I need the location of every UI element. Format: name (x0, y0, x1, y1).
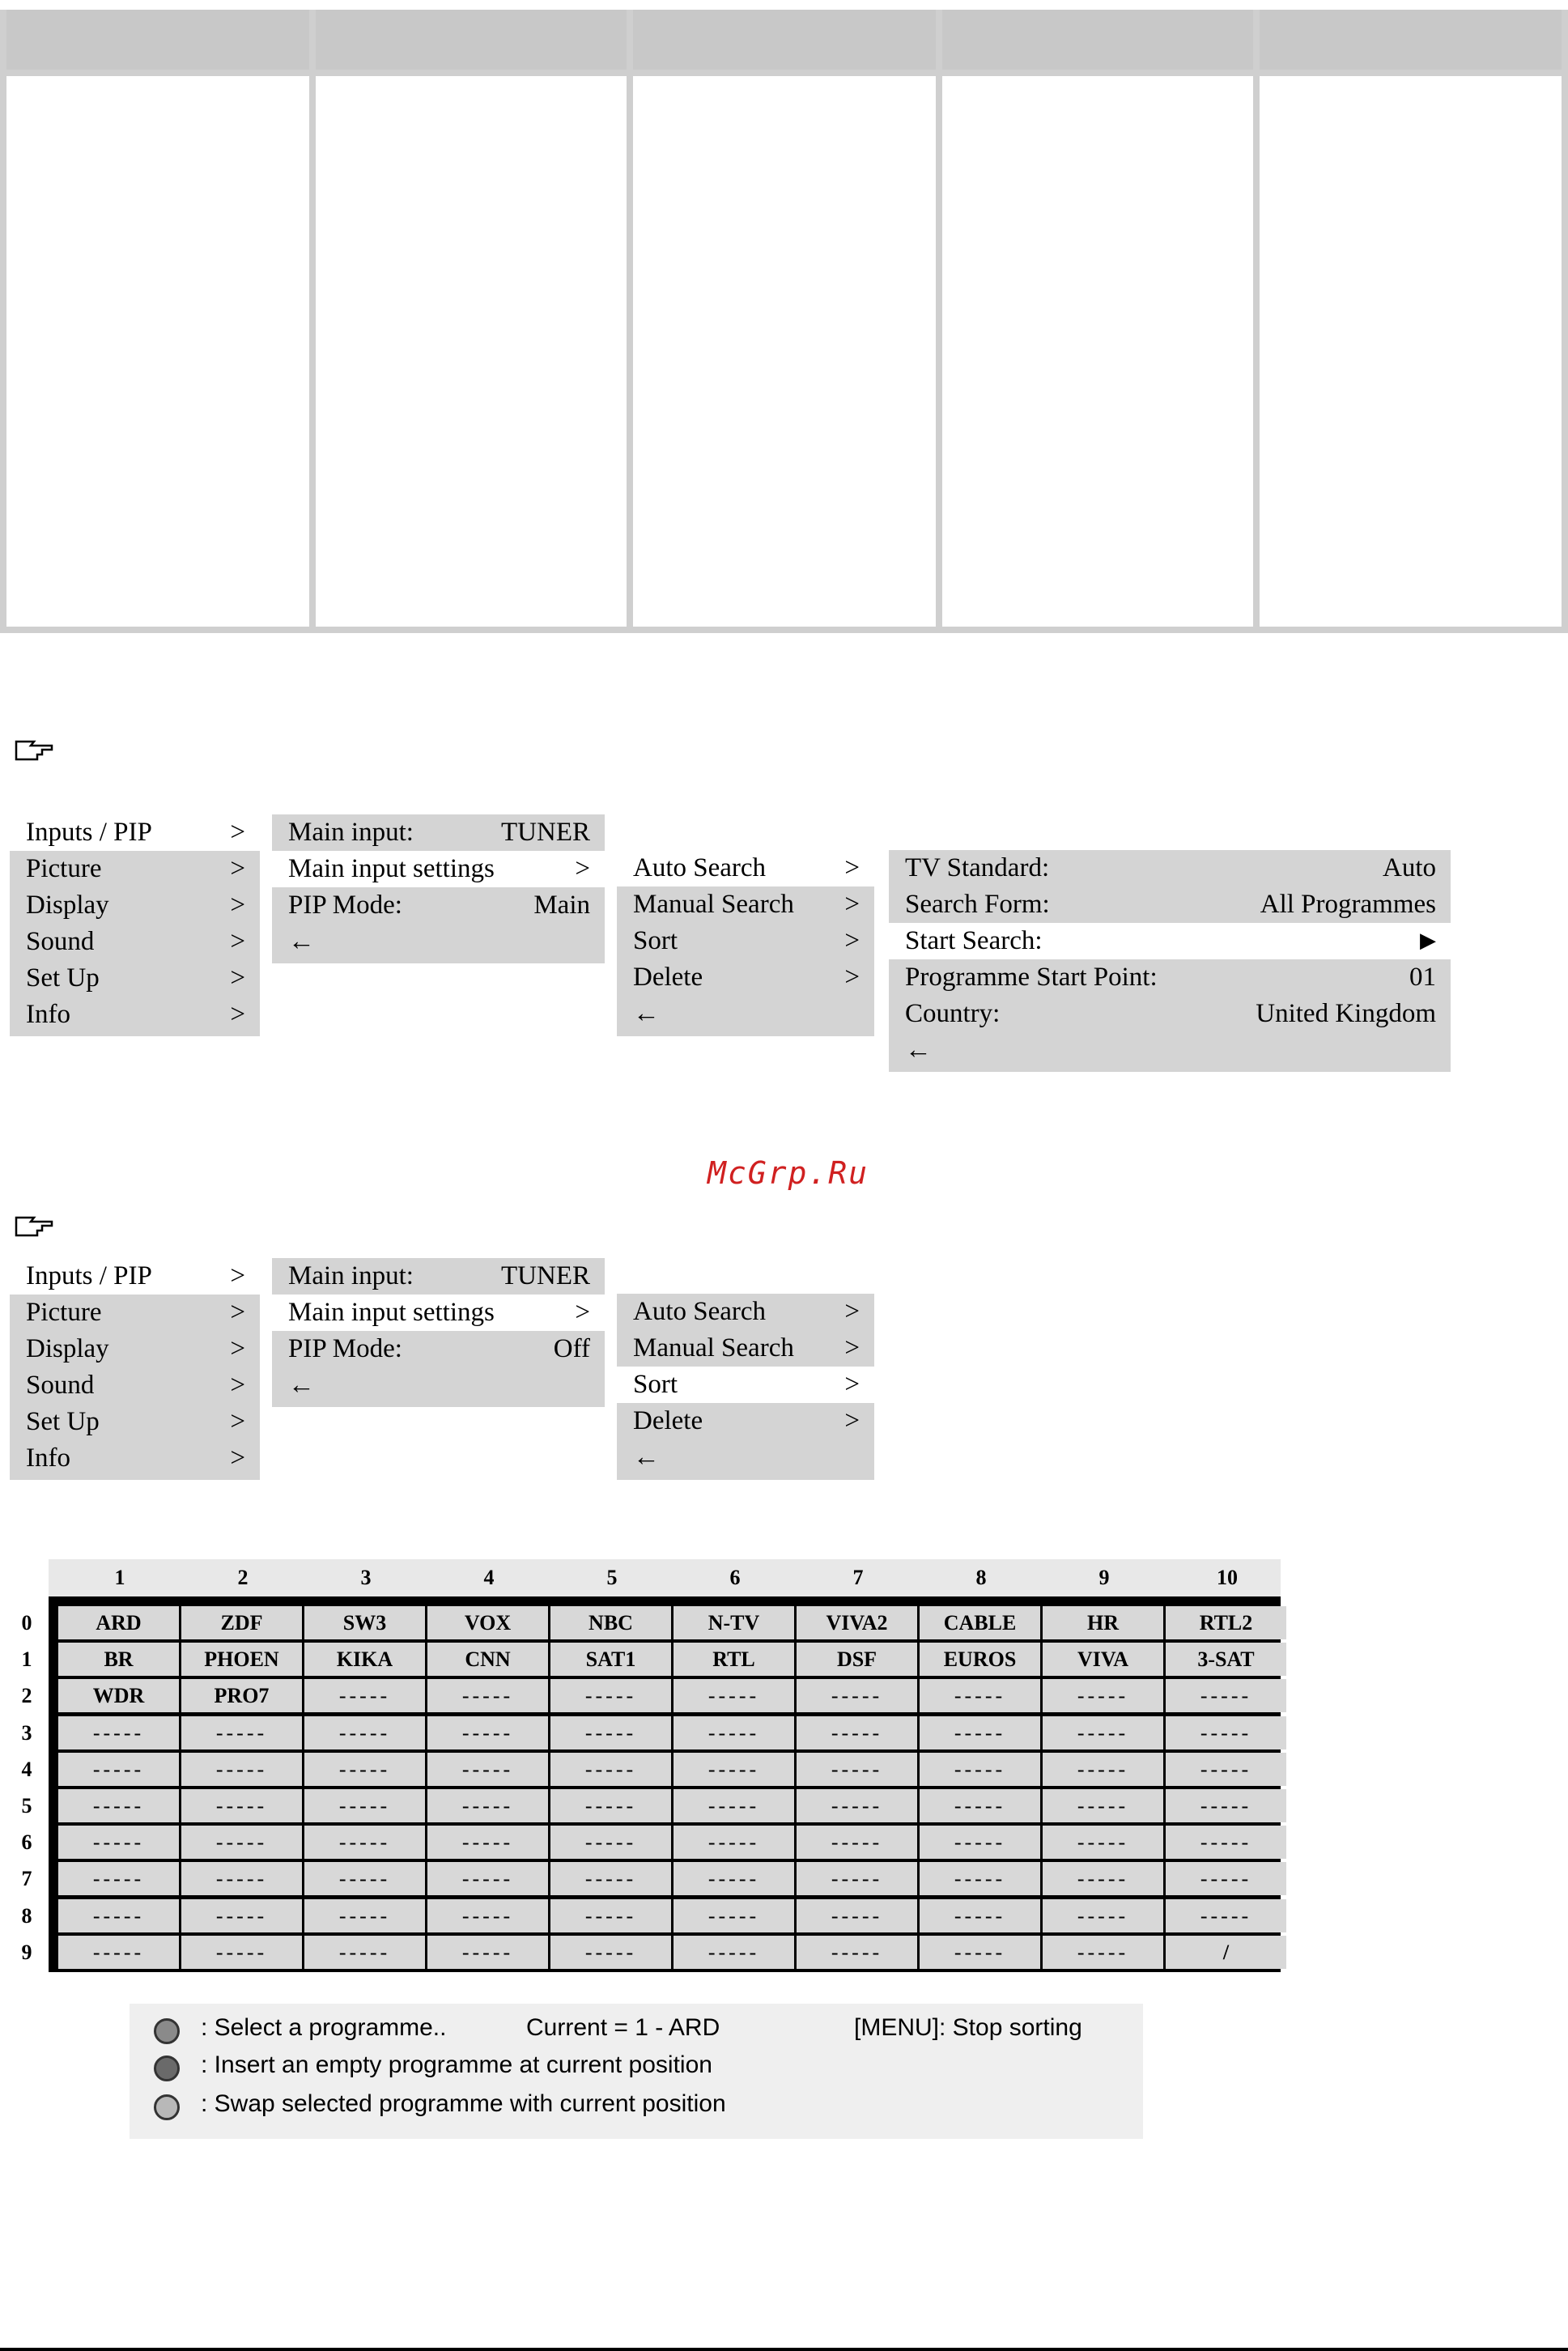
programme-cell[interactable]: ----- (674, 1753, 794, 1786)
pointing-hand-icon (13, 737, 55, 763)
programme-cell[interactable]: ----- (58, 1753, 179, 1786)
programme-cell[interactable]: ----- (550, 1899, 671, 1932)
programme-cell[interactable]: ----- (797, 1936, 917, 1969)
menu-item-display[interactable]: Display > (26, 891, 245, 920)
programme-cell[interactable]: ----- (181, 1826, 302, 1859)
programme-cell[interactable]: ----- (674, 1679, 794, 1712)
programme-cell[interactable]: ----- (58, 1789, 179, 1822)
programme-cell[interactable]: ----- (58, 1899, 179, 1932)
programme-cell[interactable]: N-TV (674, 1606, 794, 1639)
table-cell (316, 76, 627, 627)
menu-item-display[interactable]: Display > (26, 1334, 245, 1363)
programme-cell[interactable]: ----- (797, 1753, 917, 1786)
programme-cell[interactable]: SAT1 (550, 1643, 671, 1676)
row-number: 8 (21, 1903, 32, 1928)
programme-cell[interactable]: ----- (1166, 1679, 1286, 1712)
programme-cell[interactable]: ----- (181, 1862, 302, 1895)
programme-cell[interactable]: CNN (427, 1643, 548, 1676)
play-icon: ▶ (1420, 929, 1436, 953)
menu-item-back[interactable]: ← (633, 999, 660, 1028)
programme-cell[interactable]: ----- (427, 1936, 548, 1969)
column-number: 8 (975, 1566, 987, 1589)
programme-cell[interactable]: ZDF (181, 1606, 302, 1639)
programme-cell[interactable]: ----- (304, 1862, 425, 1895)
menu-item-sound[interactable]: Sound > (26, 1371, 245, 1400)
programme-cell[interactable]: ----- (674, 1716, 794, 1749)
programme-cell[interactable]: ----- (920, 1826, 1040, 1859)
menu-item-country[interactable]: Country: United Kingdom (905, 999, 1436, 1028)
menu-item-programme-start-point[interactable]: Programme Start Point: 01 (905, 963, 1436, 992)
legend-swap: : Swap selected programme with current position (201, 2090, 726, 2117)
watermark: McGrp.Ru (708, 1155, 869, 1191)
programme-cell[interactable]: ----- (1043, 1862, 1163, 1895)
column-number: 5 (606, 1566, 618, 1589)
column-number: 1 (114, 1566, 125, 1589)
programme-cell[interactable]: ----- (58, 1826, 179, 1859)
column-number: 2 (237, 1566, 249, 1589)
menu-item-back[interactable]: ← (905, 1035, 932, 1065)
programme-cell[interactable]: HR (1043, 1606, 1163, 1639)
programme-cell[interactable]: ----- (427, 1789, 548, 1822)
programme-cell[interactable]: EUROS (920, 1643, 1040, 1676)
table-cell (942, 76, 1253, 627)
input-menu (272, 1258, 605, 1407)
current-programme: Current = 1 - ARD (526, 2014, 720, 2041)
programme-cell[interactable]: ----- (797, 1826, 917, 1859)
row-number: 2 (21, 1684, 32, 1708)
programme-cell[interactable]: ----- (427, 1899, 548, 1932)
programme-cell[interactable]: ----- (920, 1753, 1040, 1786)
programme-cell[interactable]: ----- (181, 1899, 302, 1932)
programme-cell[interactable]: ----- (674, 1862, 794, 1895)
programme-cell[interactable]: ----- (550, 1826, 671, 1859)
programme-cell[interactable]: ----- (550, 1753, 671, 1786)
main-menu (10, 814, 260, 1036)
programme-cell[interactable]: ----- (1043, 1789, 1163, 1822)
programme-cell[interactable]: ----- (1166, 1862, 1286, 1895)
menu-item-back[interactable]: ← (288, 1371, 315, 1400)
column-number: 4 (483, 1566, 495, 1589)
programme-cell[interactable]: ----- (550, 1862, 671, 1895)
programme-cell[interactable]: VIVA2 (797, 1606, 917, 1639)
menu-item-inputs-pip[interactable]: Inputs / PIP > (10, 814, 260, 851)
red-button-icon (154, 2018, 180, 2044)
main-menu (10, 1258, 260, 1480)
programme-cell[interactable]: ----- (1043, 1936, 1163, 1969)
menu-item-back[interactable]: ← (633, 1443, 660, 1472)
menu-item-pip-mode[interactable]: PIP Mode: Main (288, 891, 590, 920)
programme-cell[interactable]: ----- (674, 1899, 794, 1932)
programme-grid (49, 1596, 1281, 1972)
row-number: 9 (21, 1940, 32, 1964)
menu-stop-hint: [MENU]: Stop sorting (854, 2014, 1082, 2041)
row-number: 7 (21, 1867, 32, 1891)
programme-cell[interactable]: KIKA (304, 1643, 425, 1676)
menu-item-set-up[interactable]: Set Up > (26, 963, 245, 993)
table-header-cell (633, 10, 936, 70)
row-number: 1 (21, 1647, 32, 1672)
page-bottom-rule (0, 2348, 1568, 2351)
programme-cell[interactable]: ----- (1043, 1826, 1163, 1859)
programme-cell[interactable]: ----- (427, 1862, 548, 1895)
menu-item-sort[interactable]: Sort > (633, 926, 860, 955)
programme-cell[interactable]: ----- (1166, 1826, 1286, 1859)
programme-cell[interactable]: ----- (1166, 1789, 1286, 1822)
programme-cell[interactable]: ----- (797, 1789, 917, 1822)
table-header-cell (316, 10, 627, 70)
row-number: 6 (21, 1830, 32, 1855)
menu-item-set-up[interactable]: Set Up > (26, 1407, 245, 1436)
settings-menu (617, 1294, 874, 1480)
programme-cell[interactable]: WDR (58, 1679, 179, 1712)
menu-item-auto-search[interactable]: Auto Search > (633, 1297, 860, 1326)
programme-cell[interactable]: ----- (920, 1936, 1040, 1969)
grid-column-header (49, 1559, 1281, 1596)
programme-cell[interactable]: ----- (550, 1936, 671, 1969)
table-header-cell (6, 10, 309, 70)
programme-cell[interactable]: ----- (797, 1899, 917, 1932)
menu-item-picture[interactable]: Picture > (26, 854, 245, 883)
header-table (0, 10, 1568, 633)
column-number: 9 (1098, 1566, 1110, 1589)
programme-cell[interactable]: ----- (427, 1679, 548, 1712)
programme-cell[interactable]: NBC (550, 1606, 671, 1639)
table-header-cell (942, 10, 1253, 70)
row-number: 0 (21, 1611, 32, 1635)
column-number: 6 (729, 1566, 741, 1589)
programme-cell[interactable]: VOX (427, 1606, 548, 1639)
input-menu (272, 814, 605, 963)
programme-cell[interactable]: ----- (797, 1716, 917, 1749)
programme-cell[interactable]: ----- (1043, 1716, 1163, 1749)
menu-item-main-input[interactable]: Main input: TUNER (288, 1261, 590, 1290)
yellow-button-icon (154, 2094, 180, 2120)
programme-cell[interactable]: ----- (550, 1716, 671, 1749)
programme-cell[interactable]: ----- (1166, 1753, 1286, 1786)
programme-cell[interactable]: ----- (304, 1753, 425, 1786)
programme-cell[interactable]: BR (58, 1643, 179, 1676)
programme-cell[interactable]: ----- (427, 1826, 548, 1859)
programme-cell[interactable]: ----- (1166, 1899, 1286, 1932)
programme-cell[interactable]: ----- (1166, 1716, 1286, 1749)
programme-cell[interactable]: ----- (920, 1679, 1040, 1712)
programme-cell[interactable]: ----- (304, 1716, 425, 1749)
menu-item-back[interactable]: ← (288, 927, 315, 956)
column-number: 3 (360, 1566, 372, 1589)
table-header-cell (1260, 10, 1562, 70)
menu-item-inputs-pip[interactable]: Inputs / PIP > (10, 1258, 260, 1295)
programme-cell[interactable]: PRO7 (181, 1679, 302, 1712)
programme-cell[interactable]: ----- (1043, 1679, 1163, 1712)
programme-cell[interactable]: DSF (797, 1643, 917, 1676)
table-cell (1260, 76, 1562, 627)
menu-item-info[interactable]: Info > (26, 1443, 245, 1473)
programme-cell[interactable]: ----- (920, 1789, 1040, 1822)
row-number: 5 (21, 1794, 32, 1817)
menu-item-main-input-settings[interactable]: Main input settings > (272, 1295, 605, 1331)
menu-item-delete[interactable]: Delete > (633, 963, 860, 992)
legend-panel (130, 2004, 1143, 2139)
green-button-icon (154, 2056, 180, 2081)
programme-cell[interactable]: ----- (181, 1716, 302, 1749)
programme-cell[interactable]: RTL (674, 1643, 794, 1676)
programme-cell[interactable]: ----- (427, 1716, 548, 1749)
row-number: 4 (21, 1757, 32, 1781)
legend-insert: : Insert an empty programme at current position (201, 2051, 712, 2078)
menu-item-delete[interactable]: Delete > (633, 1406, 860, 1435)
programme-cell[interactable]: ----- (304, 1826, 425, 1859)
menu-item-main-input[interactable]: Main input: TUNER (288, 818, 590, 847)
programme-cell[interactable]: 3-SAT (1166, 1643, 1286, 1676)
programme-cell[interactable]: ----- (304, 1899, 425, 1932)
programme-cell[interactable]: ----- (674, 1789, 794, 1822)
row-number: 3 (21, 1720, 32, 1745)
programme-cell[interactable]: ----- (797, 1679, 917, 1712)
programme-cell[interactable]: ----- (58, 1862, 179, 1895)
programme-cell[interactable]: ----- (920, 1716, 1040, 1749)
table-cell (633, 76, 936, 627)
programme-cell[interactable]: SW3 (304, 1606, 425, 1639)
programme-cell[interactable]: ----- (181, 1936, 302, 1969)
programme-cell[interactable]: ----- (674, 1936, 794, 1969)
legend-select: : Select a programme.. (201, 2014, 447, 2041)
programme-cell[interactable]: ----- (58, 1716, 179, 1749)
pointing-hand-icon (13, 1213, 55, 1239)
programme-cell[interactable]: ----- (427, 1753, 548, 1786)
menu-item-main-input-settings[interactable]: Main input settings > (272, 851, 605, 887)
settings-menu (617, 850, 874, 1036)
column-number: 10 (1217, 1566, 1238, 1589)
programme-cell[interactable]: PHOEN (181, 1643, 302, 1676)
programme-cell[interactable]: ----- (304, 1789, 425, 1822)
programme-cell[interactable]: ----- (1043, 1899, 1163, 1932)
menu-item-sound[interactable]: Sound > (26, 927, 245, 956)
programme-cell[interactable]: ----- (550, 1789, 671, 1822)
search-menu (889, 850, 1451, 1072)
menu-item-manual-search[interactable]: Manual Search > (633, 1333, 860, 1363)
programme-cell[interactable]: / (1166, 1936, 1286, 1969)
column-number: 7 (852, 1566, 864, 1589)
programme-cell[interactable]: ----- (920, 1899, 1040, 1932)
menu-item-picture[interactable]: Picture > (26, 1298, 245, 1327)
programme-cell[interactable]: ----- (181, 1789, 302, 1822)
programme-cell[interactable]: ----- (1043, 1753, 1163, 1786)
menu-item-manual-search[interactable]: Manual Search > (633, 890, 860, 919)
programme-cell[interactable]: ----- (920, 1862, 1040, 1895)
programme-cell[interactable]: ----- (181, 1753, 302, 1786)
programme-cell[interactable]: ----- (58, 1936, 179, 1969)
programme-cell[interactable]: ----- (550, 1679, 671, 1712)
programme-cell[interactable]: VIVA (1043, 1643, 1163, 1676)
programme-cell[interactable]: ----- (304, 1936, 425, 1969)
programme-cell[interactable]: CABLE (920, 1606, 1040, 1639)
programme-cell[interactable]: ----- (674, 1826, 794, 1859)
table-cell (6, 76, 309, 627)
programme-cell[interactable]: ----- (797, 1862, 917, 1895)
programme-cell[interactable]: ----- (304, 1679, 425, 1712)
programme-cell[interactable]: ARD (58, 1606, 179, 1639)
programme-cell[interactable]: RTL2 (1166, 1606, 1286, 1639)
menu-item-search-form[interactable]: Search Form: All Programmes (905, 890, 1436, 919)
menu-item-start-search[interactable]: Start Search: ▶ (889, 923, 1451, 959)
menu-item-auto-search[interactable]: Auto Search > (617, 850, 874, 886)
menu-item-info[interactable]: Info > (26, 1000, 245, 1029)
menu-item-pip-mode[interactable]: PIP Mode: Off (288, 1334, 590, 1363)
menu-item-sort[interactable]: Sort > (617, 1367, 874, 1403)
menu-item-tv-standard[interactable]: TV Standard: Auto (905, 853, 1436, 882)
